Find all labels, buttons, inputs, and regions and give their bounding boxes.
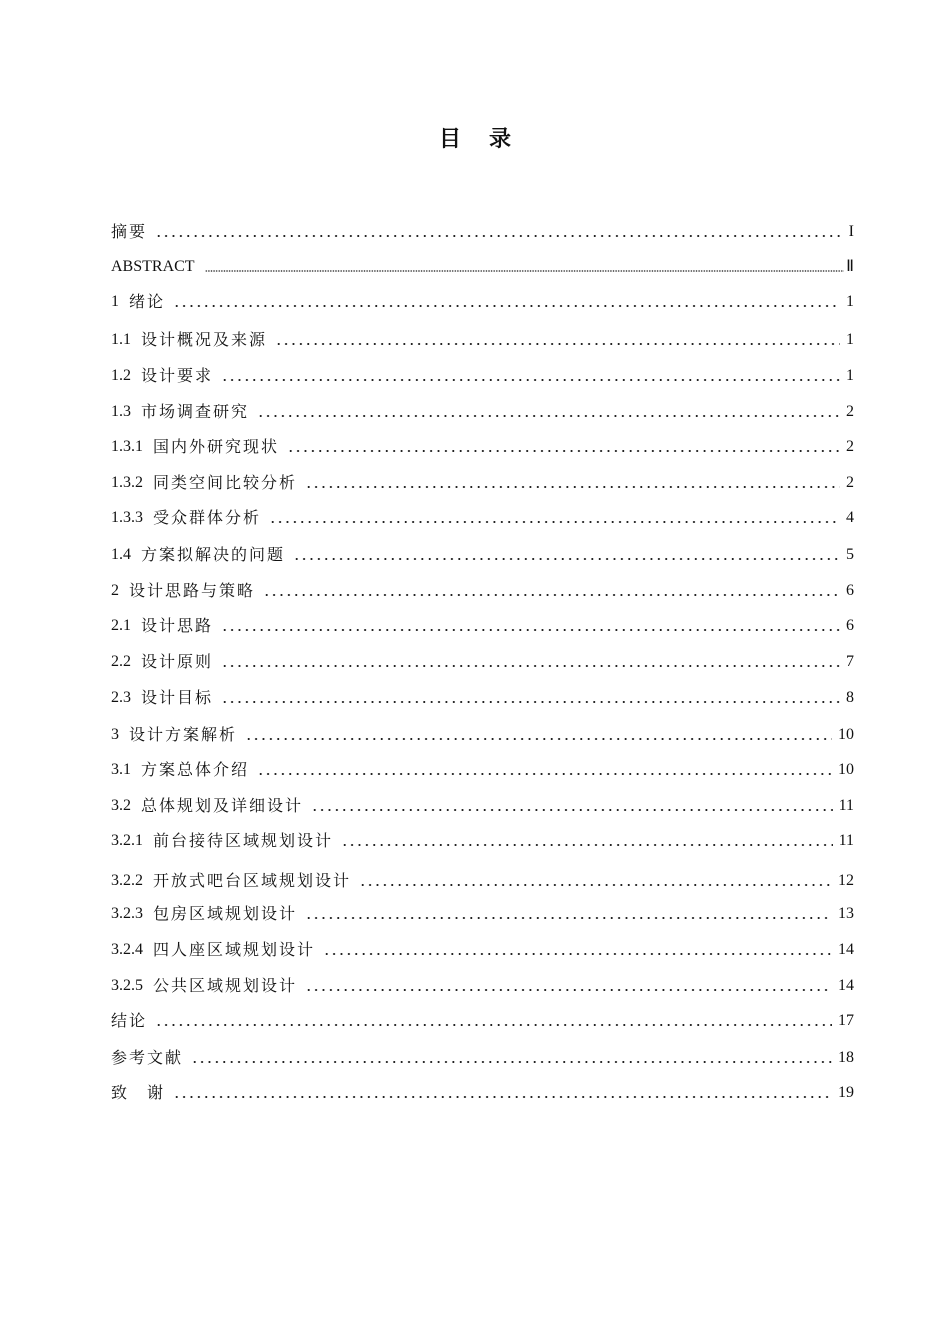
toc-entry[interactable] xyxy=(111,433,854,457)
dot-leader xyxy=(221,378,840,382)
toc-entry-number: 1.3.1 xyxy=(111,438,143,455)
toc-entry-label: 总体规划及详细设计 xyxy=(141,796,304,815)
toc-entry-page: 17 xyxy=(838,1012,854,1029)
toc-entry-number: 1.2 xyxy=(111,367,131,384)
toc-entry-abstract-en[interactable] xyxy=(111,253,854,277)
toc-entry-page: 11 xyxy=(838,832,854,849)
toc-entry-number: 3.2 xyxy=(111,797,131,814)
toc-entry[interactable] xyxy=(111,936,854,960)
dot-leader xyxy=(205,269,844,273)
toc-entry-number: 2.1 xyxy=(111,617,131,634)
dot-leader xyxy=(155,1023,832,1027)
toc-entry-conclusion[interactable] xyxy=(111,1007,854,1031)
toc-entry-page: 2 xyxy=(846,438,854,455)
dot-leader xyxy=(257,772,832,776)
toc-entry-page: 12 xyxy=(838,872,854,889)
toc-entry-number: 3 xyxy=(111,726,119,743)
toc-entry-page: Ⅱ xyxy=(846,258,854,275)
toc-entry-page: 1 xyxy=(846,331,854,348)
dot-leader xyxy=(173,304,840,308)
title-part-1: 目 xyxy=(438,126,461,152)
toc-entry[interactable] xyxy=(111,362,854,386)
toc-entry-page: 14 xyxy=(838,977,854,994)
dot-leader xyxy=(257,414,840,418)
toc-entry-label: 开放式吧台区域规划设计 xyxy=(153,871,352,890)
toc-entry-label: 绪论 xyxy=(129,292,166,311)
toc-entry-number: 3.2.4 xyxy=(111,941,143,958)
dot-leader xyxy=(173,1095,832,1099)
toc-entry-label: 摘要 xyxy=(111,222,148,241)
toc-entry-page: 13 xyxy=(838,905,854,922)
toc-entry-label: 设计方案解析 xyxy=(129,725,238,744)
toc-entry[interactable] xyxy=(111,504,854,528)
toc-entry-number: 1.3.2 xyxy=(111,474,143,491)
dot-leader xyxy=(221,664,840,668)
toc-entry[interactable] xyxy=(111,577,854,601)
dot-leader xyxy=(293,557,840,561)
toc-entry-label: 设计思路与策略 xyxy=(129,581,256,600)
toc-entry-number: 3.2.2 xyxy=(111,872,143,889)
toc-entry-page: 5 xyxy=(846,546,854,563)
toc-entry-number: 1.3 xyxy=(111,403,131,420)
dot-leader xyxy=(305,485,840,489)
toc-entry-number: 2.2 xyxy=(111,653,131,670)
toc-entry[interactable] xyxy=(111,867,854,891)
dot-leader xyxy=(305,916,832,920)
toc-entry-page: 19 xyxy=(838,1084,854,1101)
toc-entry-number: 2.3 xyxy=(111,689,131,706)
toc-entry-number: 2 xyxy=(111,582,119,599)
dot-leader xyxy=(323,952,832,956)
toc-entry-label: 设计思路 xyxy=(141,616,214,635)
toc-entry[interactable] xyxy=(111,900,854,924)
toc-entry-label: 方案总体介绍 xyxy=(141,760,250,779)
dot-leader xyxy=(275,342,840,346)
dot-leader xyxy=(155,234,840,238)
toc-entry[interactable] xyxy=(111,288,854,312)
toc-entry[interactable] xyxy=(111,326,854,350)
toc-entry-page: 8 xyxy=(846,689,854,706)
toc-entry-label: 设计要求 xyxy=(141,366,214,385)
toc-entry-page: 6 xyxy=(846,582,854,599)
toc-entry-page: 10 xyxy=(838,761,854,778)
dot-leader xyxy=(311,808,833,812)
dot-leader xyxy=(221,628,840,632)
dot-leader xyxy=(191,1060,832,1064)
dot-leader xyxy=(269,520,840,524)
dot-leader xyxy=(287,449,840,453)
toc-entry-number: 3.2.5 xyxy=(111,977,143,994)
toc-entry[interactable] xyxy=(111,972,854,996)
toc-entry-page: 10 xyxy=(838,726,854,743)
toc-entry[interactable] xyxy=(111,792,854,816)
toc-entry-label: ABSTRACT xyxy=(111,258,195,275)
toc-entry-label: 四人座区域规划设计 xyxy=(153,940,316,959)
dot-leader xyxy=(341,843,833,847)
toc-entry-page: 2 xyxy=(846,403,854,420)
toc-entry-number: 1.4 xyxy=(111,546,131,563)
toc-entry-label: 市场调查研究 xyxy=(141,402,250,421)
title-part-2: 录 xyxy=(489,126,512,152)
toc-entry-label: 前台接待区域规划设计 xyxy=(153,831,334,850)
toc-entry-label: 公共区域规划设计 xyxy=(153,976,298,995)
toc-entry[interactable] xyxy=(111,612,854,636)
toc-entry-label: 结论 xyxy=(111,1011,148,1030)
toc-entry[interactable] xyxy=(111,756,854,780)
toc-entry-number: 1.1 xyxy=(111,331,131,348)
dot-leader xyxy=(359,883,832,887)
toc-entry-label: 包房区域规划设计 xyxy=(153,904,298,923)
toc-entry[interactable] xyxy=(111,469,854,493)
toc-entry[interactable] xyxy=(111,721,854,745)
dot-leader xyxy=(221,700,840,704)
toc-entry-number: 1 xyxy=(111,293,119,310)
toc-entry[interactable] xyxy=(111,827,854,851)
page-title xyxy=(0,122,950,153)
toc-entry-number: 1.3.3 xyxy=(111,509,143,526)
dot-leader xyxy=(263,593,840,597)
toc-entry-page: 2 xyxy=(846,474,854,491)
toc-entry-references[interactable] xyxy=(111,1044,854,1068)
toc-entry-page: 1 xyxy=(846,293,854,310)
toc-entry-page: 1 xyxy=(846,367,854,384)
toc-entry-label: 设计概况及来源 xyxy=(141,330,268,349)
toc-entry-number: 3.2.1 xyxy=(111,832,143,849)
dot-leader xyxy=(245,737,832,741)
toc-entry-number: 3.2.3 xyxy=(111,905,143,922)
toc-entry[interactable] xyxy=(111,398,854,422)
toc-entry-label: 致 谢 xyxy=(111,1083,166,1102)
toc-entry-acknowledgements[interactable] xyxy=(111,1079,854,1103)
toc-entry-label: 方案拟解决的问题 xyxy=(141,545,286,564)
toc-entry-label: 设计目标 xyxy=(141,688,214,707)
toc-entry-page: 6 xyxy=(846,617,854,634)
toc-entry-label: 国内外研究现状 xyxy=(153,437,280,456)
toc-entry-page: 14 xyxy=(838,941,854,958)
toc-entry-page: I xyxy=(848,223,854,240)
toc-entry-page: 11 xyxy=(838,797,854,814)
toc-entry[interactable] xyxy=(111,541,854,565)
toc-entry-label: 受众群体分析 xyxy=(153,508,262,527)
dot-leader xyxy=(305,988,832,992)
toc-entry[interactable] xyxy=(111,684,854,708)
toc-entry[interactable] xyxy=(111,648,854,672)
toc-entry-label: 设计原则 xyxy=(141,652,214,671)
toc-entry-number: 3.1 xyxy=(111,761,131,778)
toc-entry-label: 同类空间比较分析 xyxy=(153,473,298,492)
toc-entry-page: 4 xyxy=(846,509,854,526)
toc-entry-label: 参考文献 xyxy=(111,1048,184,1067)
toc-entry-page: 7 xyxy=(846,653,854,670)
toc-entry-abstract-cn[interactable] xyxy=(111,218,854,242)
toc-entry-page: 18 xyxy=(838,1049,854,1066)
